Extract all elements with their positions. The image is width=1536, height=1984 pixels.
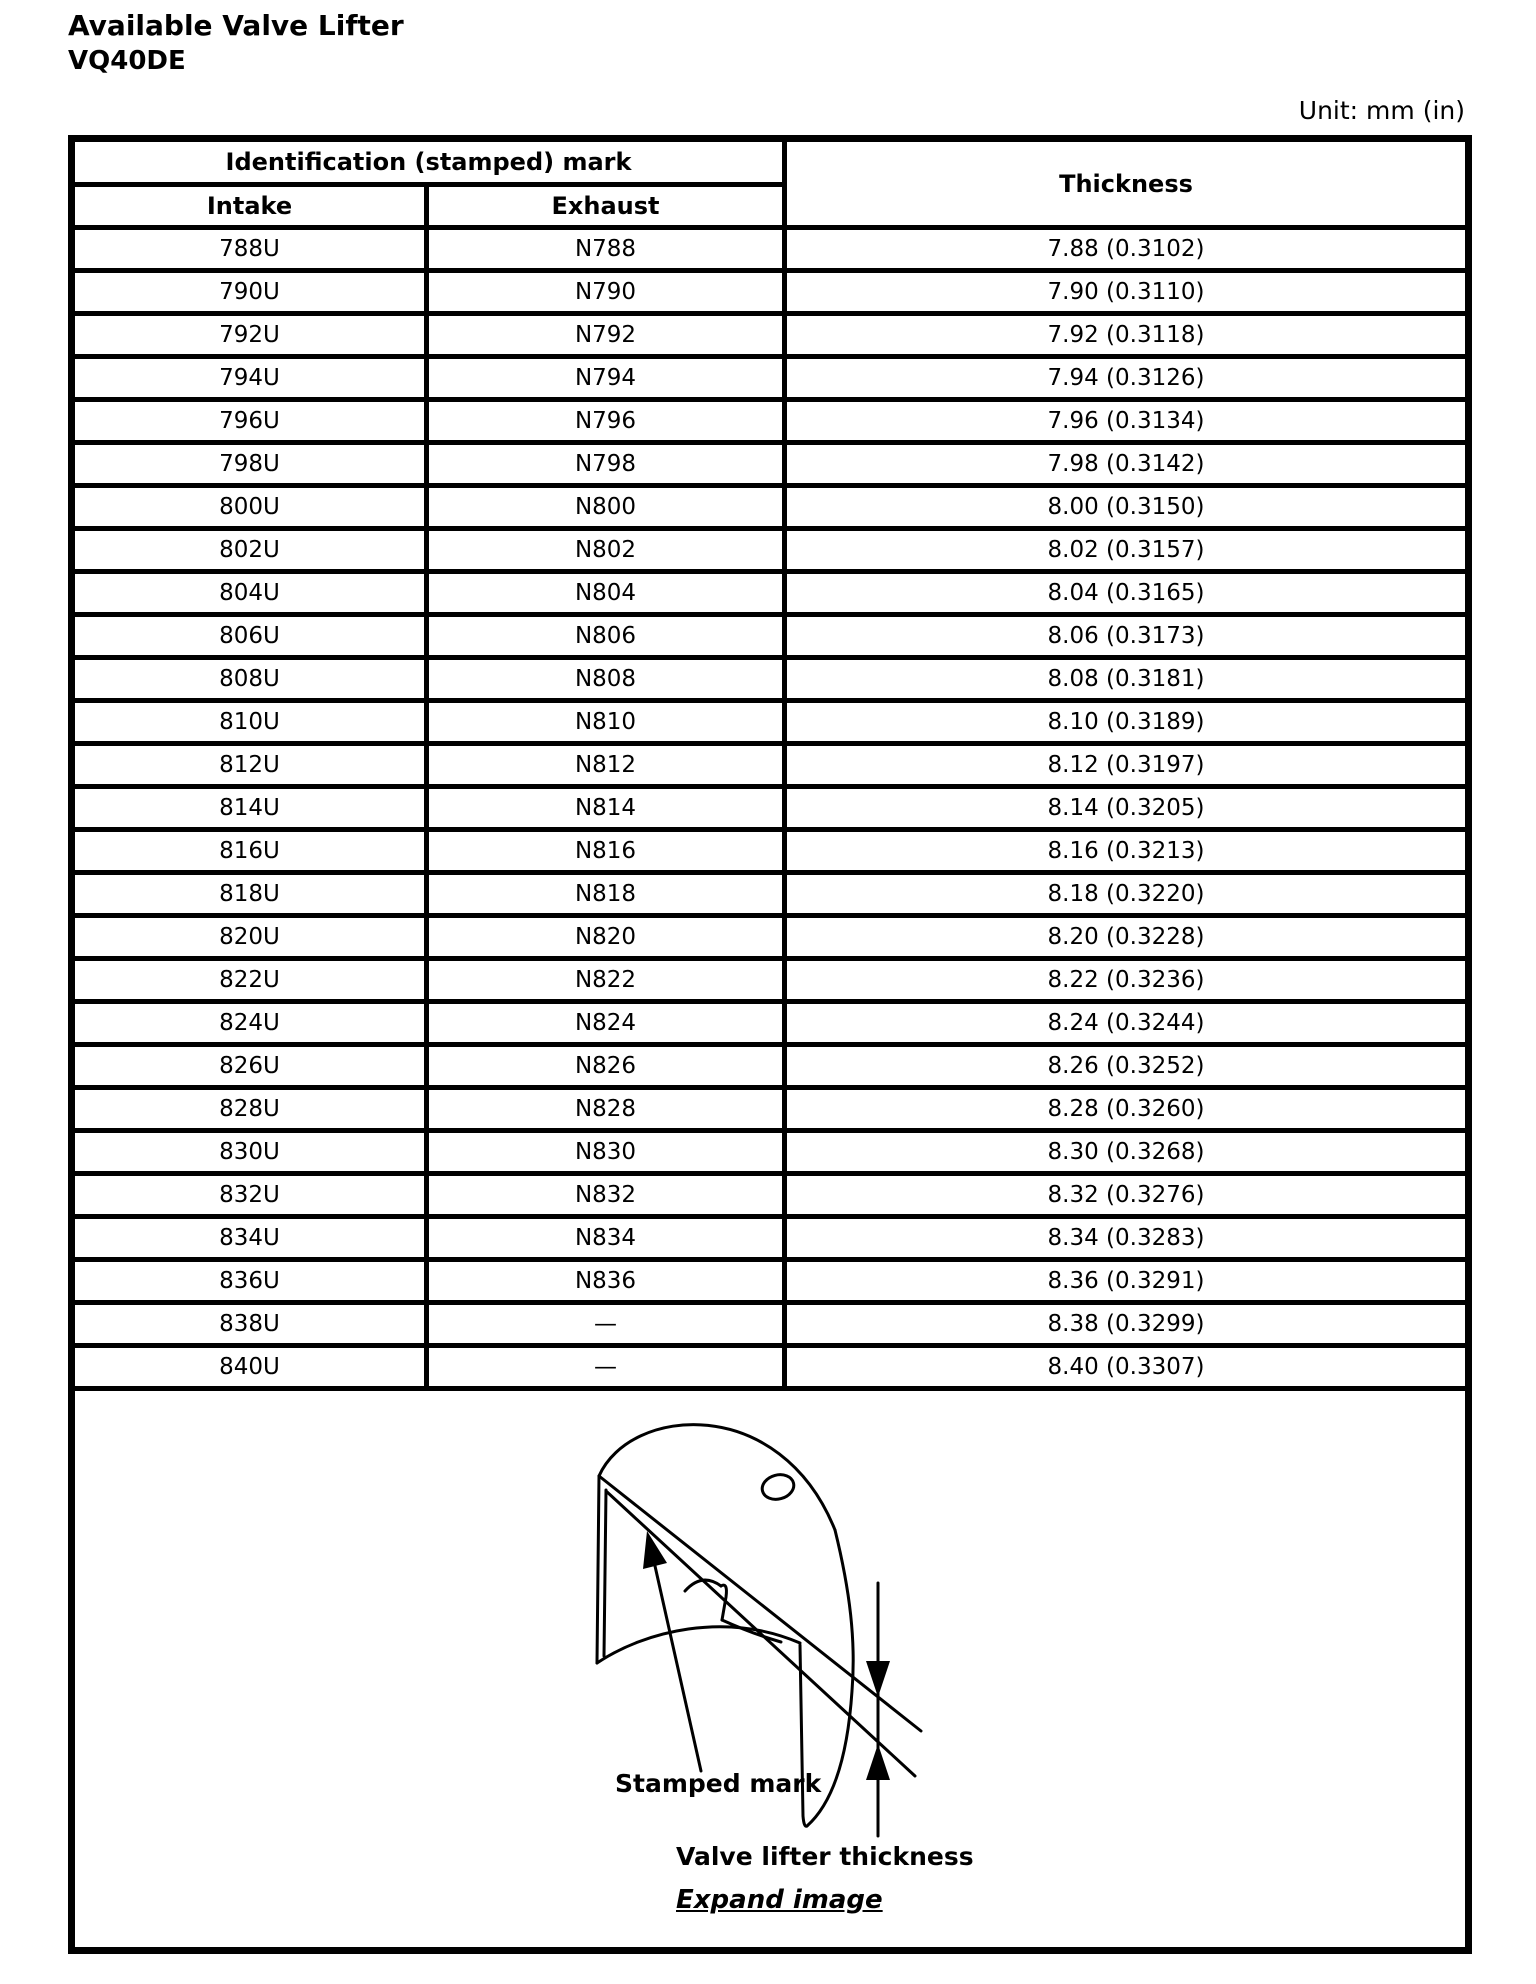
table-row <box>72 701 1469 744</box>
thickness-cell: 8.38 (0.3299) <box>785 1303 1469 1346</box>
intake-cell: 808U <box>72 658 427 701</box>
exhaust-cell: N796 <box>427 400 785 443</box>
thickness-cell: 8.40 (0.3307) <box>785 1346 1469 1389</box>
exhaust-cell: N802 <box>427 529 785 572</box>
exhaust-cell: N822 <box>427 959 785 1002</box>
intake-cell: 804U <box>72 572 427 615</box>
exhaust-cell: N792 <box>427 314 785 357</box>
exhaust-cell: N804 <box>427 572 785 615</box>
thickness-cell: 7.96 (0.3134) <box>785 400 1469 443</box>
intake-cell: 800U <box>72 486 427 529</box>
intake-cell: 822U <box>72 959 427 1002</box>
table-row <box>72 787 1469 830</box>
exhaust-cell: N832 <box>427 1174 785 1217</box>
lifter-table-body <box>72 228 1469 1389</box>
table-row <box>72 1217 1469 1260</box>
thickness-cell: 8.32 (0.3276) <box>785 1174 1469 1217</box>
intake-cell: 832U <box>72 1174 427 1217</box>
plate-bottom-edge <box>606 1491 915 1776</box>
table-row <box>72 615 1469 658</box>
intake-cell: 816U <box>72 830 427 873</box>
exhaust-cell: N818 <box>427 873 785 916</box>
table-row <box>72 271 1469 314</box>
thickness-cell: 7.94 (0.3126) <box>785 357 1469 400</box>
exhaust-cell: — <box>427 1303 785 1346</box>
exhaust-cell: N794 <box>427 357 785 400</box>
exhaust-cell: N806 <box>427 615 785 658</box>
thickness-cell: 8.10 (0.3189) <box>785 701 1469 744</box>
lifter-top-face-outline <box>599 1425 835 1530</box>
table-row <box>72 486 1469 529</box>
stamped-mark-arrow-line <box>655 1566 701 1771</box>
exhaust-cell: N808 <box>427 658 785 701</box>
table-row <box>72 357 1469 400</box>
unit-note: Unit: mm (in) <box>1298 96 1465 125</box>
table-row <box>72 916 1469 959</box>
thickness-cell: 8.22 (0.3236) <box>785 959 1469 1002</box>
table-row <box>72 1346 1469 1389</box>
exhaust-cell: N824 <box>427 1002 785 1045</box>
intake-cell: 824U <box>72 1002 427 1045</box>
table-header-row-1 <box>72 139 1469 185</box>
intake-cell: 834U <box>72 1217 427 1260</box>
exhaust-cell: N826 <box>427 1045 785 1088</box>
table-row <box>72 744 1469 787</box>
thickness-cell: 7.92 (0.3118) <box>785 314 1469 357</box>
thickness-cell: 7.90 (0.3110) <box>785 271 1469 314</box>
intake-cell: 790U <box>72 271 427 314</box>
stamped-mark-label: Stamped mark <box>615 1769 822 1798</box>
intake-cell: 812U <box>72 744 427 787</box>
table-row <box>72 830 1469 873</box>
thickness-cell: 8.28 (0.3260) <box>785 1088 1469 1131</box>
header-exhaust: Exhaust <box>427 185 785 228</box>
thickness-cell: 8.24 (0.3244) <box>785 1002 1469 1045</box>
exhaust-cell: N810 <box>427 701 785 744</box>
lifter-skirt-rim <box>597 1627 800 1663</box>
stamped-mark-curl <box>685 1580 721 1591</box>
table-row <box>72 1002 1469 1045</box>
thickness-cell: 8.16 (0.3213) <box>785 830 1469 873</box>
exhaust-cell: N788 <box>427 228 785 271</box>
stamped-mark-hook <box>721 1585 726 1620</box>
intake-cell: 818U <box>72 873 427 916</box>
table-row <box>72 400 1469 443</box>
valve-lifter-thickness-label: Valve lifter thickness <box>676 1842 974 1871</box>
exhaust-cell: N814 <box>427 787 785 830</box>
page-title: Available Valve Lifter <box>68 9 404 42</box>
table-row <box>72 1260 1469 1303</box>
table-row <box>72 1174 1469 1217</box>
header-id-mark: Identification (stamped) mark <box>72 139 785 185</box>
thickness-cell: 8.12 (0.3197) <box>785 744 1469 787</box>
exhaust-cell: N812 <box>427 744 785 787</box>
thickness-cell: 8.04 (0.3165) <box>785 572 1469 615</box>
thickness-cell: 8.08 (0.3181) <box>785 658 1469 701</box>
intake-cell: 814U <box>72 787 427 830</box>
exhaust-cell: N820 <box>427 916 785 959</box>
exhaust-cell: — <box>427 1346 785 1389</box>
thickness-cell: 8.30 (0.3268) <box>785 1131 1469 1174</box>
intake-cell: 828U <box>72 1088 427 1131</box>
table-row <box>72 959 1469 1002</box>
table-row <box>72 1045 1469 1088</box>
intake-cell: 830U <box>72 1131 427 1174</box>
table-row <box>72 572 1469 615</box>
exhaust-cell: N830 <box>427 1131 785 1174</box>
table-row <box>72 314 1469 357</box>
thickness-cell: 7.88 (0.3102) <box>785 228 1469 271</box>
exhaust-cell: N834 <box>427 1217 785 1260</box>
thickness-cell: 8.36 (0.3291) <box>785 1260 1469 1303</box>
table-row <box>72 529 1469 572</box>
intake-cell: 820U <box>72 916 427 959</box>
table-row <box>72 1088 1469 1131</box>
intake-cell: 794U <box>72 357 427 400</box>
diagram-cell <box>72 1389 1469 1951</box>
table-row <box>72 873 1469 916</box>
exhaust-cell: N800 <box>427 486 785 529</box>
table-row <box>72 658 1469 701</box>
intake-cell: 802U <box>72 529 427 572</box>
thickness-cell: 8.20 (0.3228) <box>785 916 1469 959</box>
exhaust-cell: N790 <box>427 271 785 314</box>
thickness-cell: 8.18 (0.3220) <box>785 873 1469 916</box>
table-row <box>72 1131 1469 1174</box>
plate-top-edge <box>599 1476 921 1731</box>
valve-lifter-figure <box>75 1391 1465 1947</box>
thickness-cell: 8.14 (0.3205) <box>785 787 1469 830</box>
thickness-cell: 8.26 (0.3252) <box>785 1045 1469 1088</box>
intake-cell: 840U <box>72 1346 427 1389</box>
header-intake: Intake <box>72 185 427 228</box>
intake-cell: 788U <box>72 228 427 271</box>
header-thickness: Thickness <box>785 139 1469 228</box>
table-row <box>72 1303 1469 1346</box>
exhaust-cell: N798 <box>427 443 785 486</box>
exhaust-cell: N836 <box>427 1260 785 1303</box>
valve-lifter-table <box>68 135 1472 1954</box>
exhaust-cell: N828 <box>427 1088 785 1131</box>
intake-cell: 810U <box>72 701 427 744</box>
intake-cell: 826U <box>72 1045 427 1088</box>
intake-cell: 806U <box>72 615 427 658</box>
thickness-cell: 8.34 (0.3283) <box>785 1217 1469 1260</box>
intake-cell: 838U <box>72 1303 427 1346</box>
table-row <box>72 228 1469 271</box>
intake-cell: 792U <box>72 314 427 357</box>
table-row <box>72 443 1469 486</box>
engine-code-subtitle: VQ40DE <box>68 46 186 76</box>
intake-cell: 796U <box>72 400 427 443</box>
intake-cell: 836U <box>72 1260 427 1303</box>
thickness-cell: 8.00 (0.3150) <box>785 486 1469 529</box>
oil-hole <box>759 1471 796 1502</box>
thickness-cell: 7.98 (0.3142) <box>785 443 1469 486</box>
thickness-cell: 8.02 (0.3157) <box>785 529 1469 572</box>
diagram-row <box>72 1389 1469 1951</box>
lifter-left-wall-outer <box>597 1476 599 1663</box>
intake-cell: 798U <box>72 443 427 486</box>
expand-image-link[interactable]: Expand image <box>676 1885 883 1915</box>
exhaust-cell: N816 <box>427 830 785 873</box>
lifter-left-wall-inner <box>604 1490 606 1656</box>
thickness-cell: 8.06 (0.3173) <box>785 615 1469 658</box>
